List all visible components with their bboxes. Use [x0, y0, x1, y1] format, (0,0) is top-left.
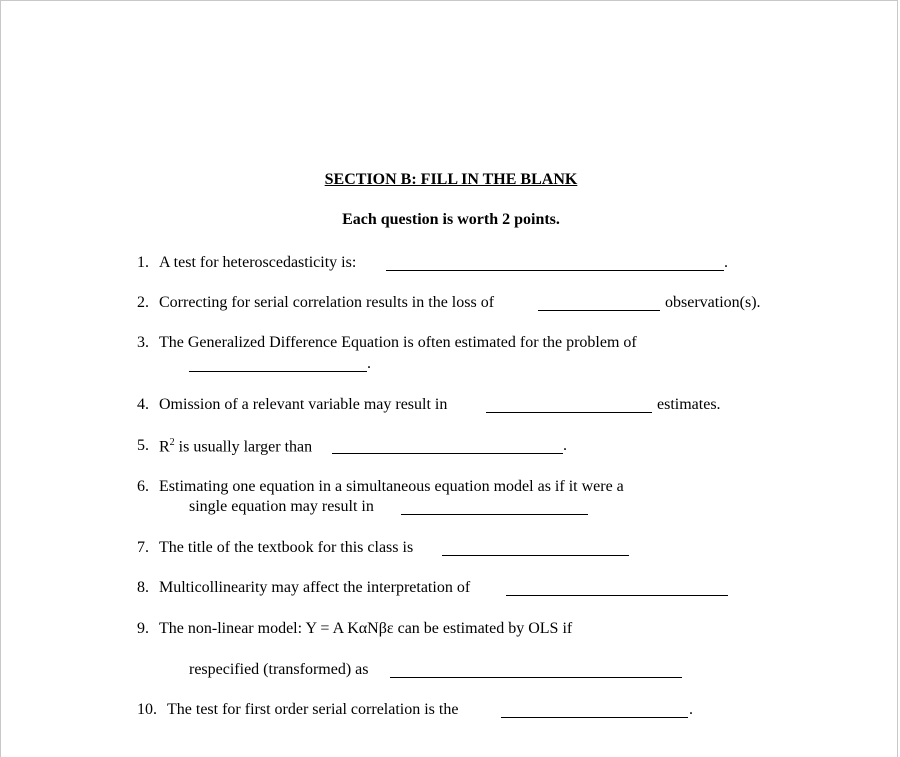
question-end: . — [724, 254, 728, 271]
question-text: The test for first order serial correlation is the — [167, 701, 459, 718]
answer-blank[interactable] — [538, 296, 660, 311]
question-after-text: estimates. — [657, 396, 721, 413]
question-after-text: observation(s). — [665, 294, 761, 311]
answer-blank[interactable] — [486, 398, 652, 413]
question-text: Estimating one equation in a simultaneous equation model as if it were a — [159, 478, 624, 495]
answer-blank[interactable] — [401, 500, 588, 515]
question-text: Multicollinearity may affect the interpretation of — [159, 579, 471, 596]
question-text: $R^2$ is usually larger than — [159, 437, 313, 456]
question-text-continued: single equation may result in — [189, 498, 374, 515]
question-number: 1. — [137, 254, 149, 271]
question-number: 5. — [137, 437, 149, 454]
answer-blank[interactable] — [501, 703, 688, 718]
answer-blank[interactable] — [390, 663, 682, 678]
question-end: . — [367, 355, 371, 372]
question-text: Omission of a relevant variable may result in — [159, 396, 448, 413]
question-number: 10. — [137, 701, 157, 718]
question-number: 2. — [137, 294, 149, 311]
section-title: SECTION B: FILL IN THE BLANK — [324, 171, 578, 188]
answer-blank[interactable] — [386, 256, 724, 271]
question-number: 4. — [137, 396, 149, 413]
answer-blank[interactable] — [189, 357, 367, 372]
question-text-continued: respecified (transformed) as — [189, 661, 369, 678]
instructions: Each question is worth 2 points. — [342, 211, 560, 228]
question-text: The non-linear model: Y = A KαNβε can be estimated by OLS if — [159, 620, 573, 637]
question-number: 9. — [137, 620, 149, 637]
question-text: A test for heteroscedasticity is: — [159, 254, 357, 271]
question-end: . — [563, 437, 567, 454]
question-number: 8. — [137, 579, 149, 596]
question-number: 7. — [137, 539, 149, 556]
question-text: The Generalized Difference Equation is often estimated for the problem of — [159, 334, 637, 351]
question-number: 3. — [137, 334, 149, 351]
answer-blank[interactable] — [506, 581, 728, 596]
question-number: 6. — [137, 478, 149, 495]
answer-blank[interactable] — [332, 439, 563, 454]
answer-blank[interactable] — [442, 541, 629, 556]
question-text: The title of the textbook for this class is — [159, 539, 414, 556]
question-text: Correcting for serial correlation results in the loss of — [159, 294, 495, 311]
question-end: . — [689, 701, 693, 718]
